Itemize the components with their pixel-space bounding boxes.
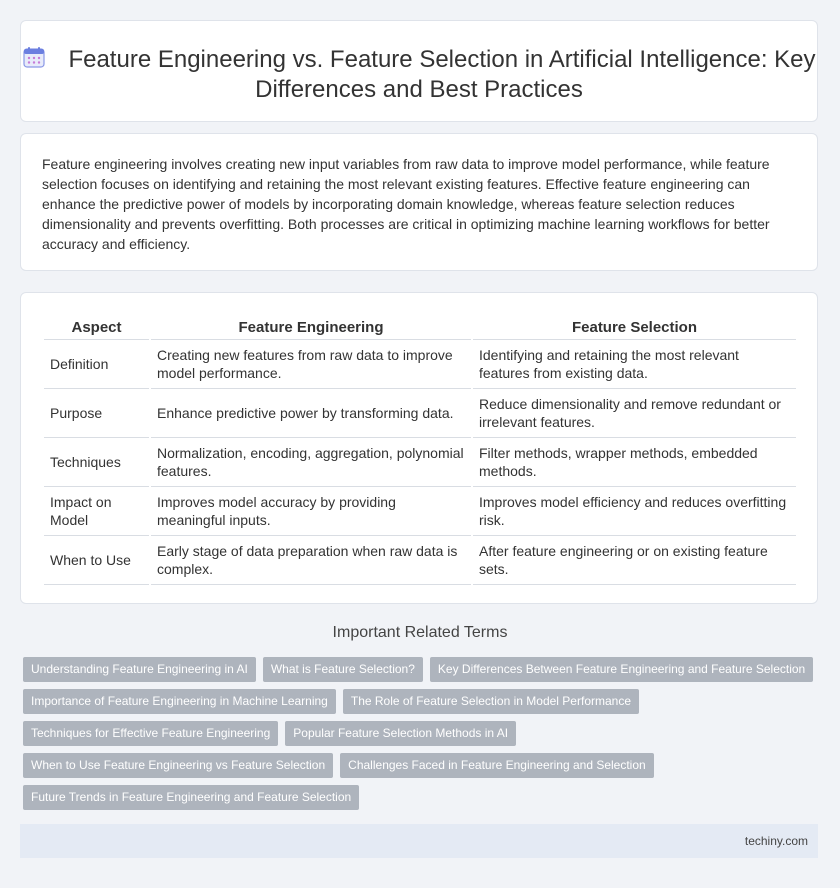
row-engineering: Improves model accuracy by providing meaningful inputs.: [151, 487, 471, 536]
row-aspect: Techniques: [44, 438, 149, 487]
comparison-table: [42, 315, 798, 585]
table-row: [44, 389, 796, 438]
term-row: [23, 689, 823, 721]
related-term-link[interactable]: The Role of Feature Selection in Model Performance: [343, 689, 639, 714]
related-term-link[interactable]: When to Use Feature Engineering vs Feature Selection: [23, 753, 333, 778]
table-header-row: [44, 315, 796, 340]
page-title: [21, 45, 817, 105]
related-term-link[interactable]: Understanding Feature Engineering in AI: [23, 657, 256, 682]
related-term-link[interactable]: Popular Feature Selection Methods in AI: [285, 721, 516, 746]
row-selection: Identifying and retaining the most relevant features from existing data.: [473, 340, 796, 389]
row-engineering: Early stage of data preparation when raw data is complex.: [151, 536, 471, 585]
table-row: [44, 340, 796, 389]
comparison-card: [20, 292, 818, 604]
related-term-link[interactable]: Future Trends in Feature Engineering and Feature Selection: [23, 785, 359, 810]
related-term-link[interactable]: Techniques for Effective Feature Engineering: [23, 721, 278, 746]
related-term-link[interactable]: What is Feature Selection?: [263, 657, 423, 682]
row-selection: Reduce dimensionality and remove redundant or irrelevant features.: [473, 389, 796, 438]
row-engineering: Normalization, encoding, aggregation, polynomial features.: [151, 438, 471, 487]
related-term-link[interactable]: Challenges Faced in Feature Engineering and Selection: [340, 753, 654, 778]
table-row: [44, 438, 796, 487]
row-aspect: When to Use: [44, 536, 149, 585]
footer-brand[interactable]: techiny.com: [744, 834, 808, 848]
row-engineering: Creating new features from raw data to improve model performance.: [151, 340, 471, 389]
table-row: [44, 536, 796, 585]
row-selection: After feature engineering or on existing feature sets.: [473, 536, 796, 585]
term-row: [23, 753, 823, 785]
related-terms-title: Important Related Terms: [332, 624, 508, 641]
row-selection: Filter methods, wrapper methods, embedded methods.: [473, 438, 796, 487]
title-row: [21, 45, 817, 105]
term-row: [23, 785, 823, 817]
header-aspect: Aspect: [44, 315, 149, 340]
header-feature-selection: Feature Selection: [473, 315, 796, 340]
related-term-link[interactable]: Key Differences Between Feature Engineering and Feature Selection: [430, 657, 813, 682]
row-aspect: Definition: [44, 340, 149, 389]
row-aspect: Purpose: [44, 389, 149, 438]
related-terms-list: [23, 657, 823, 817]
footer: [20, 824, 818, 858]
title-card: [20, 20, 818, 122]
page-title-text: Feature Engineering vs. Feature Selection in Artificial Intelligence: Key Differences and Best Practices: [68, 46, 816, 103]
table-row: [44, 487, 796, 536]
related-term-link[interactable]: Importance of Feature Engineering in Machine Learning: [23, 689, 336, 714]
intro-paragraph: Feature engineering involves creating new input variables from raw data to improve model performance, while feature selection focuses on identifying and retaining the most relevant existing features. Effective feature engineering can enhance the predictive power of models by incorporating domain knowledge, whereas feature selection reduces dimensionality and prevents overfitting. Both processes are critical in optimizing machine learning workflows for better accuracy and efficiency.: [42, 156, 770, 252]
calendar-icon: [22, 45, 46, 69]
term-row: [23, 721, 823, 753]
row-engineering: Enhance predictive power by transforming data.: [151, 389, 471, 438]
row-selection: Improves model efficiency and reduces overfitting risk.: [473, 487, 796, 536]
term-row: [23, 657, 823, 689]
header-feature-engineering: Feature Engineering: [151, 315, 471, 340]
row-aspect: Impact on Model: [44, 487, 149, 536]
intro-card: [20, 133, 818, 271]
